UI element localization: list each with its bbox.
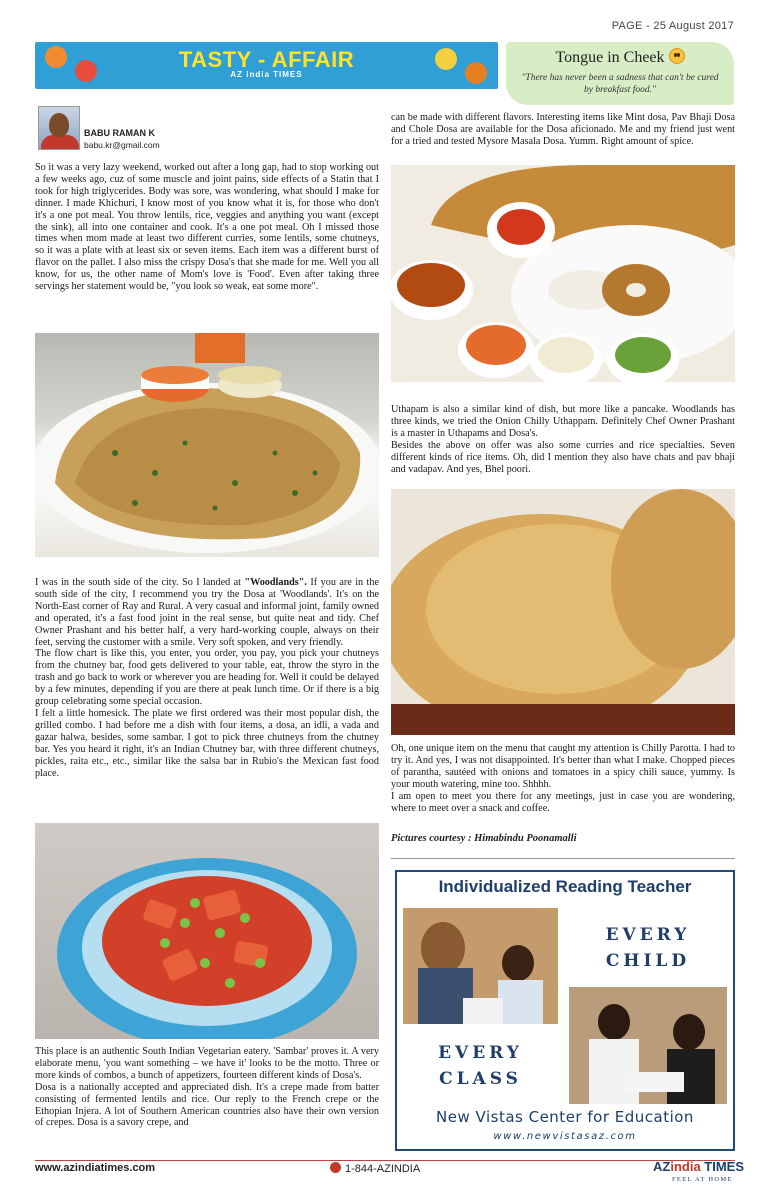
text-span: I am open to meet you there for any meetings, just in case you are wondering, where to meet over a snack and coffee.: [391, 790, 735, 814]
banner-subtitle: AZ india TIMES: [230, 70, 303, 79]
ad-word: CHILD: [605, 951, 691, 971]
article-paragraph: [35, 577, 379, 779]
footer-divider: [35, 1160, 735, 1161]
every-child-text: [569, 922, 727, 974]
article-paragraph: [35, 1046, 379, 1129]
photo-credit: Pictures courtesy : Himabindu Poonamalli: [391, 833, 577, 844]
author-name: BABU RAMAN K: [84, 128, 155, 138]
footer-website-link[interactable]: www.azindiatimes.com: [35, 1162, 156, 1174]
tongue-title: [506, 48, 734, 67]
text-span: If you are in the south side of the city, I recommend you try the Dosa at 'Woodlands'. It's on the North-East corner of Ray and Rural. A very casual and informal joint, family owned and operated, it's a fast food joint in the real sense, but quite neat and tidy. Chef Owner Prashant and his better half, a very hard-working couple, always on their feet, serving the customer with a smile. Very soft spoken, and very friendly.: [35, 577, 379, 648]
text-span: I was in the south side of the city. So I landed at: [35, 577, 245, 588]
text-span: I felt a little homesick. The plate we first ordered was their most popular dish, the grilled combo. I had before me a dish with four items, a dosa, an idli, a vada and gazar halwa, besides, some sambar. I got to pick three chutneys from the chutney bar. Yes you heard it right, it's an Indian Chutney bar, with three different chutneys, pickles, raita etc., etc., similar like the salsa bar in Rubio's the Mexican fast food place.: [35, 707, 379, 779]
page-date: PAGE - 25 August 2017: [611, 20, 734, 32]
logo-part: TIMES: [700, 1159, 745, 1174]
text-span: Uthapam is also a similar kind of dish, but more like a pancake. Woodlands has three kinds, we tried the Onion Chilly Uthappam. Definitely Chef Owner Prashant is a master in Uthapams and Dosa's.: [391, 404, 735, 439]
tongue-title-text: Tongue in Cheek: [555, 49, 665, 66]
text-span: The flow chart is like this, you enter, you order, you pay, you pick your chutneys from the chutney bar, food gets delivered to your table, eat, throw the styro in the trash and go back to work or wherever you are heading for. Well it could be delayed by a few minutes, depending if you are there at peak lunch time. Or if there is a big group celebrating some special occasion.: [35, 648, 379, 708]
tongue-quote: "There has never been a sadness that can't be cured by breakfast food.": [521, 73, 719, 95]
tongue-in-cheek-box: [506, 42, 734, 105]
ad-organization: New Vistas Center for Education: [436, 1108, 694, 1126]
every-class-text: [403, 1040, 558, 1092]
text-span: Oh, one unique item on the menu that caught my attention is Chilly Parotta. I had to try it. And yes, I was not disappointed. It's better than what I make. Chopped pieces of parantha, sautéed with onions and tomatoes in a spicy chili sauce, yummy. Is your mouth watering, mine too. Shhhh.: [391, 743, 735, 790]
footer-tagline: FEEL AT HOME: [672, 1176, 733, 1183]
embarrassed-face-icon: [669, 48, 685, 64]
logo-part: india: [670, 1159, 701, 1174]
banner-title: TASTY - AFFAIR: [178, 47, 355, 72]
article-paragraph: can be made with different flavors. Interesting items like Mint dosa, Pav Bhaji Dosa and Chole Dosa are available for the Dosa aficionado. Me and my friend just went for a tried and tested Mysore Masala Dosa. Yumm. Right amount of spice.: [391, 112, 735, 147]
footer-phone[interactable]: [330, 1162, 420, 1175]
chilly-parotta-photo: [35, 823, 379, 1039]
teacher-child-photo: [403, 908, 558, 1024]
tasty-affair-banner: [35, 42, 498, 89]
article-paragraph: [391, 743, 735, 814]
ad-word: EVERY: [605, 925, 691, 945]
article-paragraph: So it was a very lazy weekend, worked out after a long gap, had to stop working out a few weeks ago, cuz of some muscle and joint pains, side effects of a Statin that I took for high triglycerides. Body was sore, was wondering, what should I make for dinner. I made Khichuri, I know most of you know what it is, for those who don't it's a one pot meal. You throw lentils, rice, veggies and anything you want (except the sink), all into one container and cook. It's a one pot meal. Oh I missed those times when mom made at least two different curries, some lentils, some chutneys, so it was a plate with at least six or seven items. Each item was a different burst of flavor on the pallet. I also miss the crispy Dosa's that she made for me. Well you all know, for us, the other name of Mom's love is 'Food'. Even after taking three servings her statement would be, "you look so weak, eat some more".: [35, 162, 379, 293]
new-vistas-ad[interactable]: [395, 870, 735, 1151]
phone-number: 1-844-AZINDIA: [345, 1163, 421, 1175]
author-avatar: [38, 106, 80, 150]
combo-plate-photo: [391, 165, 735, 382]
ad-title: Individualized Reading Teacher: [438, 877, 692, 896]
logo-part: AZ: [653, 1159, 671, 1174]
author-email: babu.kr@gmail.com: [84, 140, 160, 150]
text-span: Dosa is a nationally accepted and appreciated dish. It's a crepe made from batter consisting of fermented lentils and rice. Our reply to the French crepe or the Ethopian Injera. A lot of Southern American countries also have their own version of crepes. Dosa is a savory crepe, and: [35, 1081, 379, 1129]
article-paragraph: [391, 404, 735, 475]
uthapam-photo: [391, 489, 735, 735]
restaurant-name: "Woodlands".: [244, 577, 307, 588]
text-span: Besides the above on offer was also some curries and rice specialties. Seven different kinds of rice items. Oh, did I mention they also have chats and pav bhaji and vadapav. And yes, Bhel poori.: [391, 439, 735, 475]
phone-icon: [330, 1162, 341, 1173]
footer-logo: [653, 1159, 744, 1174]
teacher-student-photo: [569, 987, 727, 1104]
dosa-photo: [35, 333, 379, 557]
ad-url-link[interactable]: www.newvistasaz.com: [493, 1131, 637, 1142]
ad-word: CLASS: [439, 1069, 522, 1089]
ad-word: EVERY: [438, 1043, 523, 1063]
divider: [391, 858, 735, 859]
text-span: This place is an authentic South Indian Vegetarian eatery. 'Sambar' proves it. A very elaborate menu, 'you want something – we have it' looks to be the motto. Three or more kinds of combos, a bunch of appetizers, fourteen different kinds of Dosa's.: [35, 1046, 379, 1081]
